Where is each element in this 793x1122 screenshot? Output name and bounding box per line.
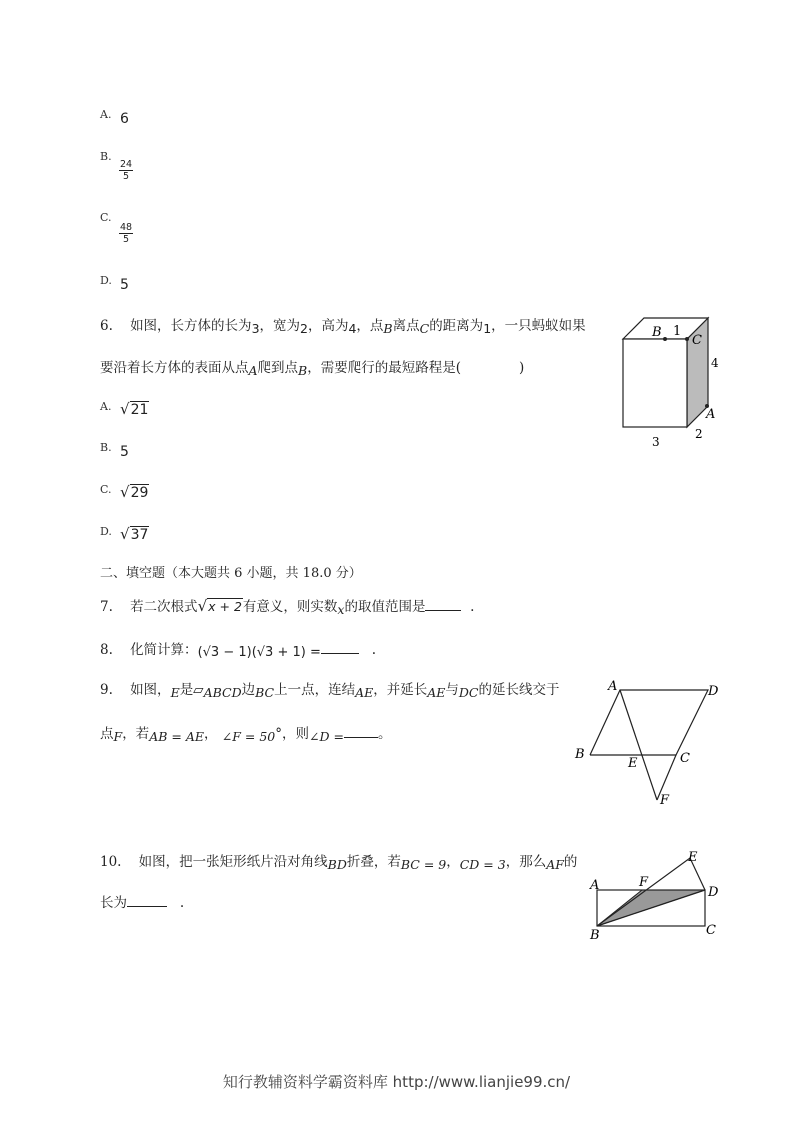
q9-math: E [170, 685, 180, 700]
q5-c-numerator: 48 [120, 222, 133, 233]
q6-text: ，点 [356, 318, 384, 334]
q6-cuboid-figure [610, 312, 730, 452]
q7-radical: √x + 2 [197, 597, 242, 615]
cuboid-front-face [623, 339, 687, 427]
label-c: C [692, 333, 702, 348]
q6-text: 的距离为 [429, 318, 484, 334]
q10-number: 10. [100, 854, 122, 870]
label-f: F [660, 793, 670, 808]
point-c-dot [685, 337, 689, 341]
q6-text: ，宽为 [259, 318, 301, 334]
q10-math: AF [546, 857, 564, 872]
label-one: 1 [673, 324, 682, 339]
q10-answer-blank [127, 906, 167, 907]
page-footer: 知行教辅资料学霸资料库 http://www.lianjie99.cn/ [222, 1073, 571, 1091]
q6-math: 4 [348, 321, 357, 336]
q9-text: 。 [377, 726, 392, 742]
q5-option-b-fraction [119, 159, 133, 182]
q9-math: AE [355, 685, 374, 700]
q6-math: A [248, 363, 258, 378]
label-c: C [680, 751, 690, 766]
q8-end: . [371, 642, 377, 658]
q6-text: 离点 [392, 318, 420, 334]
q9-math: DC [458, 685, 479, 700]
q8-line [100, 638, 376, 658]
q7-end: . [470, 599, 475, 615]
q9-text: 与 [445, 682, 459, 698]
label-d: D [708, 885, 719, 900]
q9-math: BC [255, 685, 275, 700]
q7-number: 7. [100, 599, 113, 615]
q6-math: B [383, 321, 393, 336]
q5-c-denominator: 5 [123, 234, 130, 245]
q6-option-d-radical: √37 [120, 525, 149, 543]
q6-text: 如图，长方体的长为 [130, 318, 252, 334]
q10-folded-rectangle-figure [582, 846, 732, 946]
q6-option-d-label: D. [100, 525, 112, 538]
q7-text: 的取值范围是 [344, 599, 426, 615]
q6-line1 [100, 314, 586, 334]
q7-text: 有意义，则实数 [242, 599, 338, 615]
line-ae-extended [620, 690, 657, 800]
q9-line1 [100, 678, 560, 698]
parallelogram-abcd [590, 690, 708, 755]
q6-text: ，需要爬行的最短路程是( [307, 360, 461, 376]
q9-math: AE [427, 685, 446, 700]
q5-option-c-fraction [119, 222, 133, 245]
label-e: E [628, 756, 638, 771]
label-a: A [590, 878, 600, 893]
q6-math: 1 [483, 321, 492, 336]
q10-math: BD [327, 857, 347, 872]
label-a: A [608, 679, 618, 694]
q9-math: ∠F = 50 [221, 729, 276, 744]
q6-c-radicand: 29 [130, 485, 149, 501]
q7-line [100, 595, 474, 615]
section-2-title: 二、填空题（本大题共 6 小题，共 18.0 分） [100, 566, 362, 581]
q10-line1 [100, 850, 577, 870]
q5-b-numerator: 24 [120, 159, 133, 170]
q9-parallelogram-figure [570, 676, 730, 816]
q9-math: F [113, 729, 123, 744]
q5-option-d-value: 5 [120, 277, 129, 293]
q6-text: 要沿着长方体的表面从点 [100, 360, 249, 376]
q8-answer-blank [321, 653, 359, 654]
q5-option-c-label: C. [100, 211, 112, 224]
q10-text: 折叠，若 [346, 854, 401, 870]
q10-text: 的 [563, 854, 578, 870]
q5-option-a-value: 6 [120, 111, 129, 127]
q10-end: . [179, 895, 185, 911]
q6-d-radicand: 37 [130, 527, 149, 543]
q7-answer-blank [425, 610, 461, 611]
q9-text: ， [203, 726, 218, 742]
q9-text: ° [275, 726, 283, 742]
q6-text: ，一只蚂蚁如果 [491, 318, 586, 334]
q10-text: 如图，把一张矩形纸片沿对角线 [138, 854, 328, 870]
q9-text: 是▱ [179, 682, 204, 698]
q6-option-c-label: C. [100, 483, 112, 496]
label-c: C [706, 923, 716, 938]
label-f: F [639, 875, 649, 890]
q6-math: 3 [251, 321, 260, 336]
q10-math: BC = 9 [400, 857, 447, 872]
q6-option-b-value: 5 [120, 444, 129, 460]
q6-number: 6. [100, 318, 113, 334]
q9-math: ABCD [203, 685, 242, 700]
label-e: E [688, 850, 698, 865]
label-d: D [708, 684, 719, 699]
q5-option-d-label: D. [100, 274, 112, 287]
q5-option-a-label: A. [100, 108, 112, 121]
q6-text: ，高为 [307, 318, 349, 334]
q9-text: ，若 [122, 726, 150, 742]
q8-text: 化简计算： [130, 642, 198, 658]
q9-line2 [100, 722, 391, 742]
q9-number: 9. [100, 682, 113, 698]
q7-math: x [337, 602, 345, 617]
q6-text: 爬到点 [257, 360, 299, 376]
q6-a-radicand: 21 [130, 402, 149, 418]
q10-text: 长为 [100, 895, 127, 911]
q6-option-c-radical: √29 [120, 483, 149, 501]
point-b-dot [663, 337, 667, 341]
q5-b-denominator: 5 [123, 171, 130, 182]
q9-math: AB = AE [149, 729, 204, 744]
q10-text: ， [446, 854, 460, 870]
q9-text: ，并延长 [373, 682, 428, 698]
label-b: B [652, 325, 662, 340]
q9-text: 的延长线交于 [478, 682, 560, 698]
label-a: A [706, 407, 716, 422]
q9-text: 点 [100, 726, 114, 742]
q7-radicand: x + 2 [208, 599, 242, 614]
q7-text: 若二次根式 [130, 599, 198, 615]
q10-line2 [100, 891, 184, 911]
q6-line2 [100, 356, 524, 376]
q6-math: B [298, 363, 308, 378]
q6-option-a-label: A. [100, 400, 112, 413]
q10-math: CD = 3 [459, 857, 506, 872]
q6-option-a-radical: √21 [120, 400, 149, 418]
q9-text: 边 [241, 682, 256, 698]
q6-option-b-label: B. [100, 441, 112, 454]
q8-number: 8. [100, 642, 113, 658]
q9-text: 如图， [130, 682, 171, 698]
q6-text: ) [519, 360, 525, 376]
q9-text: 上一点，连结 [274, 682, 356, 698]
label-b: B [590, 928, 600, 943]
q9-text: ，则 [282, 726, 310, 742]
q6-math: C [419, 321, 430, 336]
q5-option-b-label: B. [100, 150, 112, 163]
q6-math: 2 [300, 321, 308, 336]
q10-text: ，那么 [505, 854, 547, 870]
label-four: 4 [711, 356, 719, 370]
label-two: 2 [695, 427, 703, 441]
q8-expression: (√3 − 1)(√3 + 1) = [197, 645, 321, 660]
q9-math: ∠D = [309, 729, 344, 744]
q9-answer-blank [344, 737, 378, 738]
label-b: B [575, 747, 585, 762]
label-three: 3 [652, 435, 660, 449]
